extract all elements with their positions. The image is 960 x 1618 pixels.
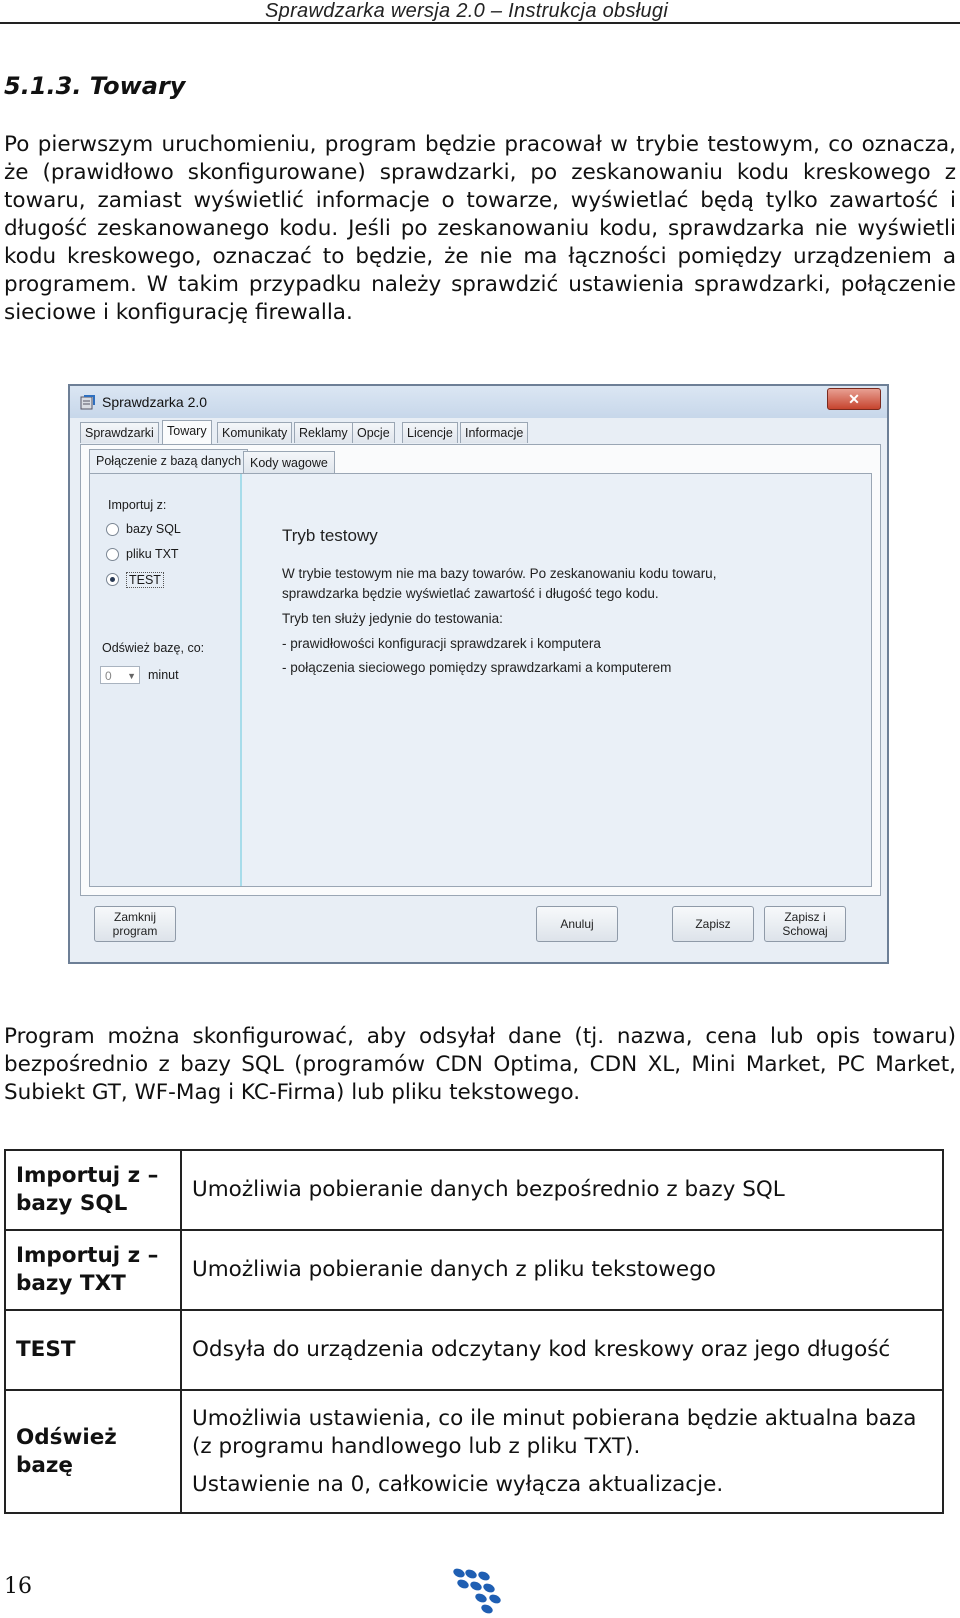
connection-panel [89, 473, 872, 887]
close-program-button[interactable]: Zamknij program [94, 906, 176, 942]
header-text: Sprawdzarka wersja 2.0 – Instrukcja obsługi [265, 0, 669, 22]
info-line: sprawdzarka będzie wyświetlać zawartość i długość tego kodu. [282, 586, 659, 601]
info-line: W trybie testowym nie ma bazy towarów. Po zeskanowaniu kodu towaru, [282, 566, 717, 581]
radio-sql-label: bazy SQL [126, 522, 181, 536]
radio-txt[interactable] [106, 548, 119, 561]
table-key: Importuj z – bazy TXT [5, 1230, 181, 1310]
tab-informacje[interactable]: Informacje [460, 422, 528, 443]
app-icon [80, 394, 96, 410]
tab-sprawdzarki[interactable]: Sprawdzarki [80, 422, 159, 443]
tab-opcje[interactable]: Opcje [352, 422, 395, 443]
chevron-down-icon: ▼ [127, 671, 136, 681]
window-title: Sprawdzarka 2.0 [102, 394, 208, 410]
save-hide-button[interactable]: Zapisz i Schowaj [764, 906, 846, 942]
table-row [5, 1230, 943, 1310]
table-value: Odsyła do urządzenia odczytany kod kreskowy oraz jego długość [181, 1310, 943, 1390]
window-close-button[interactable]: ✕ [827, 388, 881, 410]
table-row [5, 1310, 943, 1390]
import-label: Importuj z: [108, 498, 167, 512]
company-logo [451, 1568, 507, 1614]
tab-licencje[interactable]: Licencje [402, 422, 458, 443]
refresh-unit: minut [148, 668, 179, 682]
radio-sql[interactable] [106, 523, 119, 536]
table-value: Umożliwia pobieranie danych z pliku tekstowego [181, 1230, 943, 1310]
towary-panel [80, 444, 881, 896]
save-button[interactable]: Zapisz [672, 906, 754, 942]
table-row [5, 1150, 943, 1230]
radio-txt-label: pliku TXT [126, 547, 179, 561]
window-titlebar [70, 386, 887, 418]
subtab-weight-codes[interactable]: Kody wagowe [243, 451, 335, 474]
intro-paragraph: Po pierwszym uruchomieniu, program będzie pracował w trybie testowym, co oznacza, że (prawidłowo skonfigurowane) sprawdzarki, po zeskanowaniu kodu kreskowego z towaru, zamiast wyświetlić informacje o towarze, wyświetlać będą tylko zawartość i długość zeskanowanego kodu. Jeśli po zeskanowaniu kodu, sprawdzarka nie wyświetli kodu kreskowego, oznaczać to będzie, że nie ma łączności pomiędzy urządzeniem a programem. W takim przypadku należy sprawdzić ustawienia sprawdzarki, połączenie sieciowe i konfigurację firewalla. [4, 132, 956, 325]
table-row [5, 1390, 943, 1513]
config-paragraph: Program można skonfigurować, aby odsyłał dane (tj. nazwa, cena lub opis towaru) bezpośrednio z bazy SQL (programów CDN Optima, CDN XL, Mini Market, PC Market, Subiekt GT, WF-Mag i KC-Firma) lub pliku tekstowego. [4, 1024, 956, 1105]
table-value-cell [181, 1390, 943, 1513]
refresh-minutes-select[interactable] [100, 666, 140, 684]
table-key: Odśwież bazę [5, 1390, 181, 1513]
subtab-connection[interactable]: Połączenie z bazą danych [89, 449, 248, 475]
table-value: Umożliwia pobieranie danych bezpośrednio z bazy SQL [181, 1150, 943, 1230]
window-button-bar [80, 898, 881, 958]
table-value-note: Ustawienie na 0, całkowicie wyłącza aktualizacje. [192, 1471, 724, 1497]
page-number: 16 [4, 1574, 32, 1599]
tab-komunikaty[interactable]: Komunikaty [217, 422, 292, 443]
import-options [90, 474, 242, 886]
table-key: TEST [5, 1310, 181, 1390]
section-title: 5.1.3. Towary [4, 72, 186, 100]
info-title: Tryb testowy [282, 526, 378, 545]
refresh-label: Odśwież bazę, co: [102, 641, 205, 655]
app-window-screenshot [68, 384, 889, 964]
cancel-button[interactable]: Anuluj [536, 906, 618, 942]
info-line: Tryb ten służy jedynie do testowania: [282, 611, 503, 626]
radio-test-label: TEST [126, 572, 164, 588]
radio-test[interactable] [106, 573, 119, 586]
refresh-value: 0 [105, 669, 112, 683]
table-value: Umożliwia ustawienia, co ile minut pobierana będzie aktualna baza (z programu handlowego lub z pliku TXT). [192, 1405, 917, 1459]
info-line: - prawidłowości konfiguracji sprawdzarek i komputera [282, 636, 601, 651]
tab-reklamy[interactable]: Reklamy [294, 422, 353, 443]
page-header [0, 0, 960, 24]
test-mode-info [242, 474, 871, 886]
options-table [4, 1149, 944, 1514]
info-line: - połączenia sieciowego pomiędzy sprawdzarkami a komputerem [282, 660, 672, 675]
tab-towary[interactable]: Towary [162, 420, 212, 445]
table-key: Importuj z – bazy SQL [5, 1150, 181, 1230]
